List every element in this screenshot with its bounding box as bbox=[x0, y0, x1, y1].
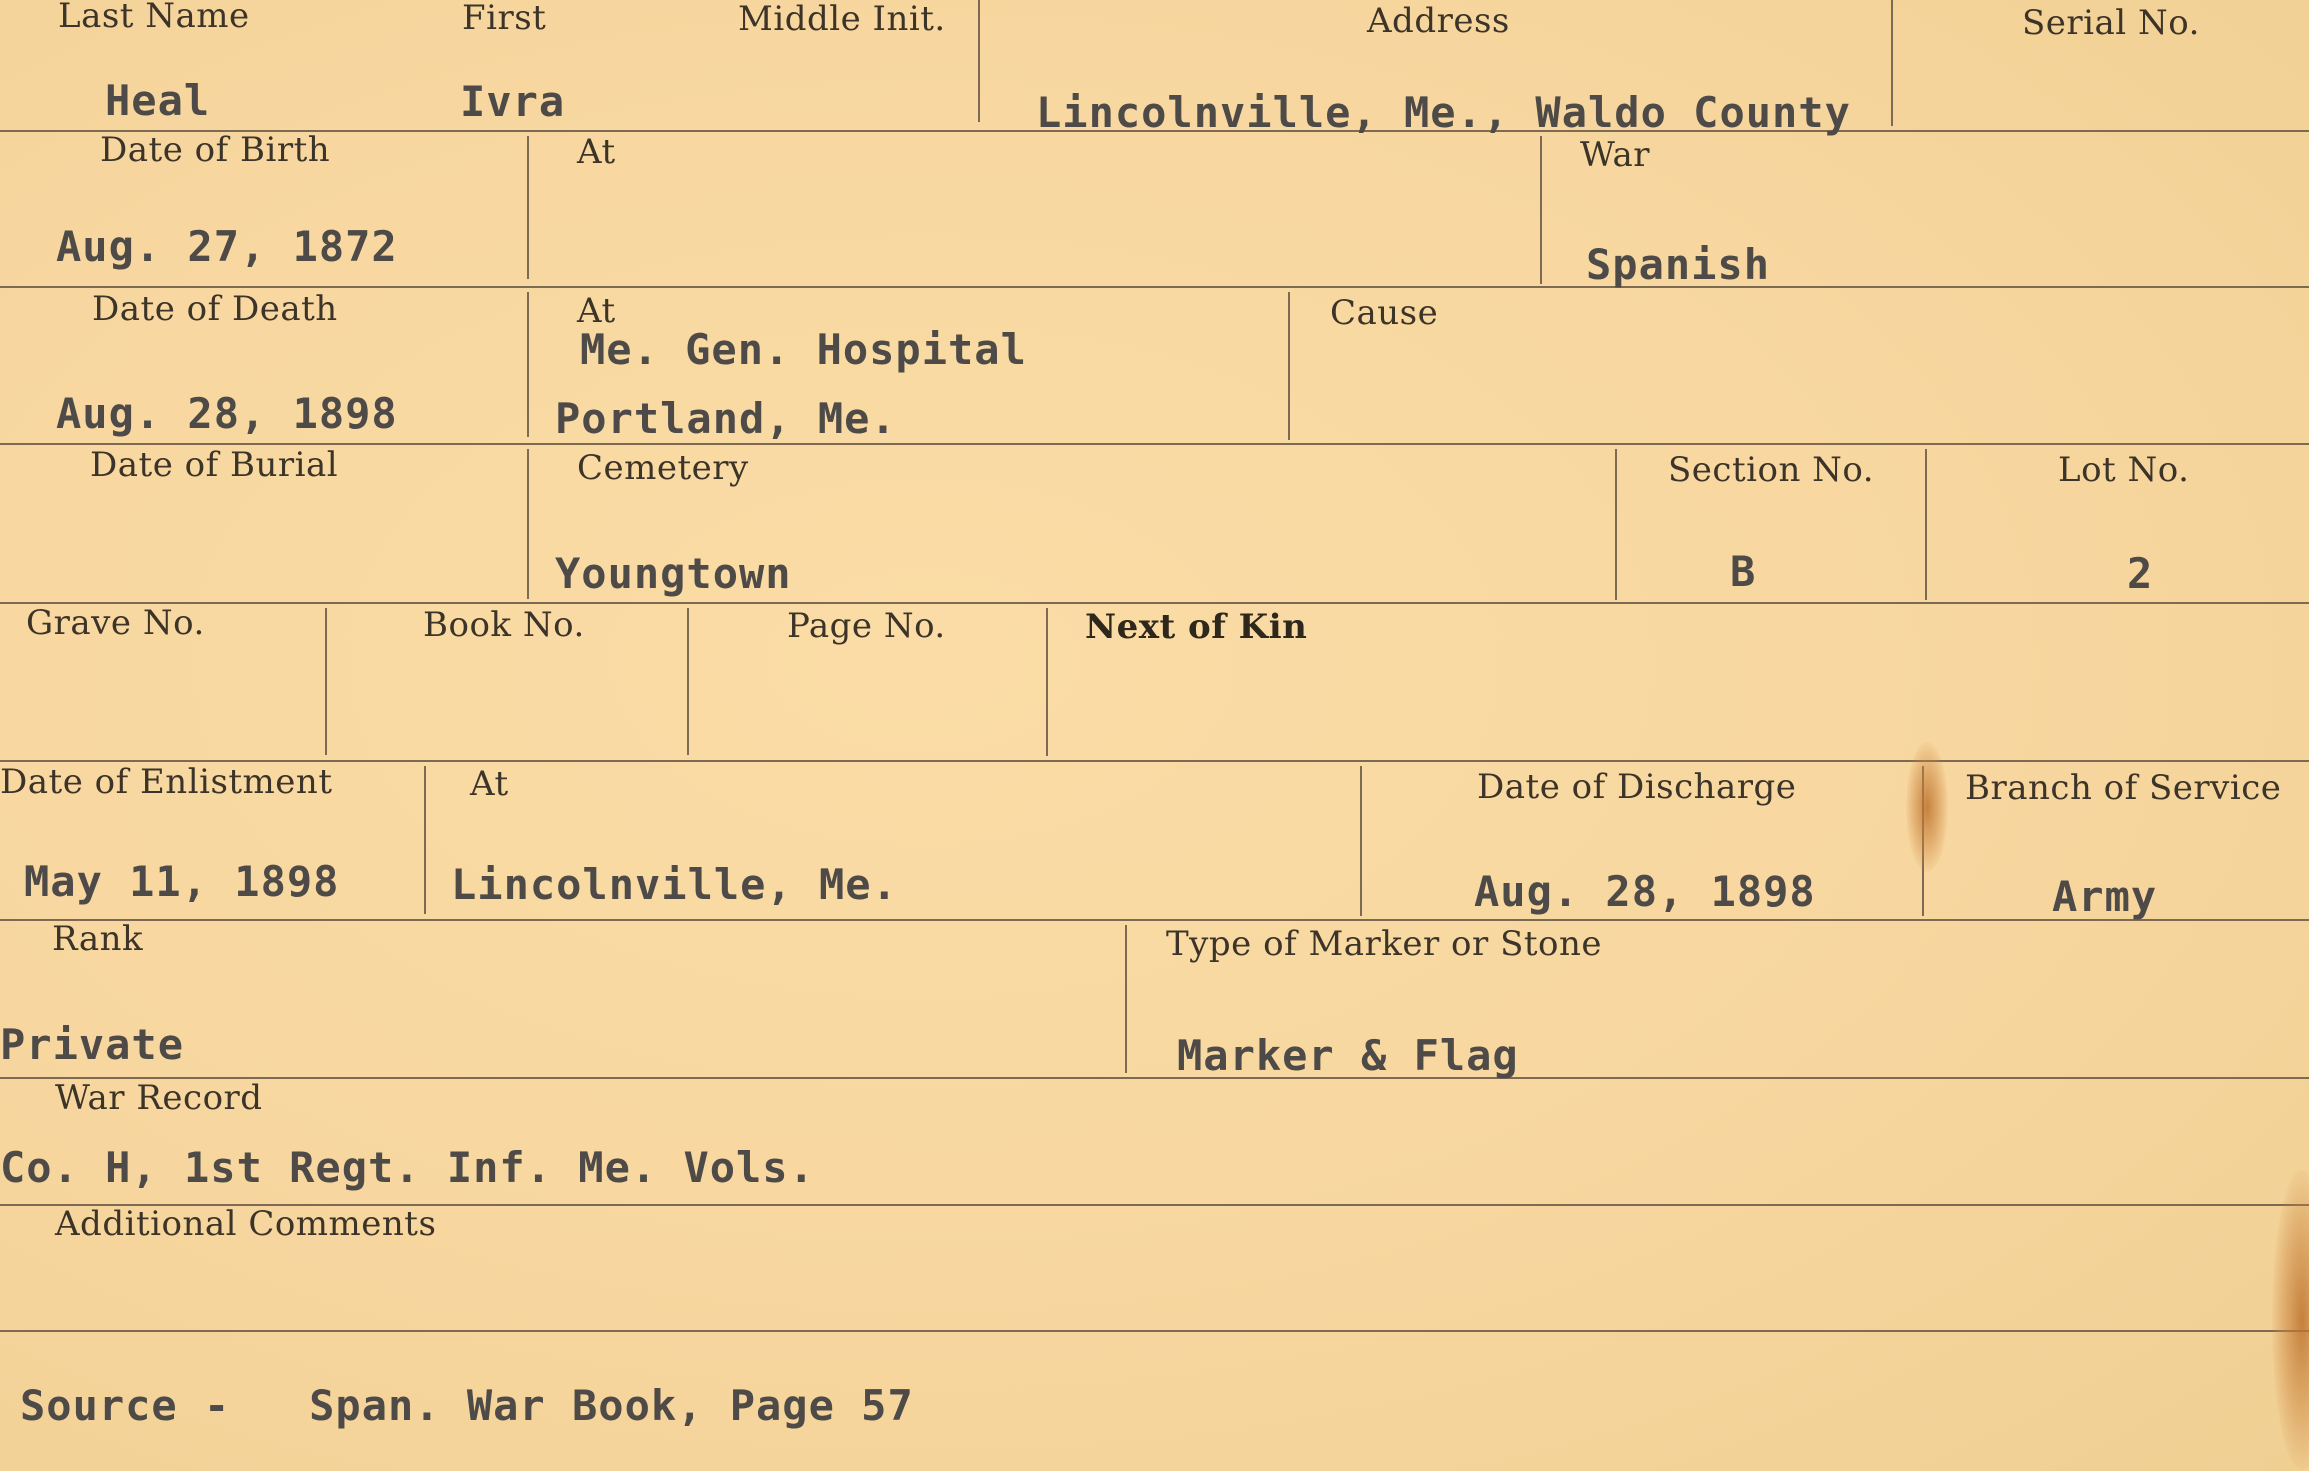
address-value: Lincolnville, Me., Waldo County bbox=[1036, 88, 1851, 137]
lot-number-label: Lot No. bbox=[2058, 450, 2190, 490]
column-divider bbox=[424, 766, 426, 914]
column-divider bbox=[1615, 449, 1617, 600]
marker-type-value: Marker & Flag bbox=[1177, 1031, 1519, 1080]
branch-of-service-label: Branch of Service bbox=[1965, 768, 2282, 808]
row-divider bbox=[0, 1077, 2309, 1079]
column-divider bbox=[527, 449, 529, 599]
cause-label: Cause bbox=[1330, 293, 1439, 333]
lot-number-value: 2 bbox=[2127, 549, 2154, 598]
address-label: Address bbox=[1367, 1, 1510, 41]
date-of-discharge-value: Aug. 28, 1898 bbox=[1474, 867, 1816, 916]
rank-value: Private bbox=[0, 1020, 185, 1069]
date-of-enlistment-value: May 11, 1898 bbox=[24, 857, 340, 906]
cemetery-value: Youngtown bbox=[555, 549, 792, 598]
column-divider bbox=[1891, 0, 1893, 126]
last-name-label: Last Name bbox=[58, 0, 250, 36]
death-place-line1-value: Me. Gen. Hospital bbox=[580, 325, 1027, 374]
war-record-label: War Record bbox=[55, 1078, 263, 1118]
column-divider bbox=[1125, 925, 1127, 1073]
section-number-label: Section No. bbox=[1668, 450, 1875, 490]
marker-type-label: Type of Marker or Stone bbox=[1166, 924, 1603, 964]
row-divider bbox=[0, 1330, 2309, 1332]
column-divider bbox=[527, 136, 529, 279]
rank-label: Rank bbox=[52, 919, 144, 959]
grave-number-label: Grave No. bbox=[26, 603, 205, 643]
date-of-enlistment-label: Date of Enlistment bbox=[0, 762, 333, 802]
column-divider bbox=[527, 292, 529, 437]
column-divider bbox=[978, 0, 980, 122]
date-of-death-value: Aug. 28, 1898 bbox=[56, 389, 398, 438]
book-number-label: Book No. bbox=[423, 605, 585, 645]
source-value: Source - Span. War Book, Page 57 bbox=[20, 1381, 914, 1430]
column-divider bbox=[1046, 608, 1048, 756]
middle-initial-label: Middle Init. bbox=[738, 0, 946, 39]
section-number-value: B bbox=[1730, 547, 1757, 596]
branch-of-service-value: Army bbox=[2052, 872, 2158, 921]
war-value: Spanish bbox=[1586, 240, 1771, 289]
death-place-label: At bbox=[577, 291, 616, 331]
last-name-value: Heal bbox=[105, 76, 211, 125]
date-of-discharge-label: Date of Discharge bbox=[1477, 767, 1797, 807]
death-place-line2-value: Portland, Me. bbox=[555, 394, 897, 443]
next-of-kin-label: Next of Kin bbox=[1085, 607, 1308, 647]
column-divider bbox=[687, 608, 689, 755]
stain bbox=[2272, 1170, 2309, 1470]
column-divider bbox=[1540, 136, 1542, 284]
date-of-birth-value: Aug. 27, 1872 bbox=[56, 222, 398, 271]
column-divider bbox=[1288, 292, 1290, 440]
enlistment-place-value: Lincolnville, Me. bbox=[451, 860, 898, 909]
enlistment-place-label: At bbox=[470, 764, 509, 804]
additional-comments-label: Additional Comments bbox=[55, 1204, 437, 1244]
page-number-label: Page No. bbox=[787, 606, 946, 646]
column-divider bbox=[1925, 449, 1927, 600]
row-divider bbox=[0, 919, 2309, 921]
date-of-birth-label: Date of Birth bbox=[100, 130, 331, 170]
row-divider bbox=[0, 443, 2309, 445]
column-divider bbox=[325, 608, 327, 755]
war-record-value: Co. H, 1st Regt. Inf. Me. Vols. bbox=[0, 1143, 815, 1192]
row-divider bbox=[0, 286, 2309, 288]
date-of-burial-label: Date of Burial bbox=[90, 445, 339, 485]
serial-number-label: Serial No. bbox=[2022, 3, 2200, 43]
date-of-death-label: Date of Death bbox=[92, 289, 338, 329]
stain bbox=[1906, 742, 1948, 872]
war-label: War bbox=[1580, 135, 1651, 175]
cemetery-label: Cemetery bbox=[577, 448, 749, 488]
first-name-label: First bbox=[462, 0, 547, 38]
birth-place-label: At bbox=[577, 132, 616, 172]
row-divider bbox=[0, 760, 2309, 762]
column-divider bbox=[1360, 766, 1362, 916]
first-name-value: Ivra bbox=[460, 77, 566, 126]
row-divider bbox=[0, 602, 2309, 604]
